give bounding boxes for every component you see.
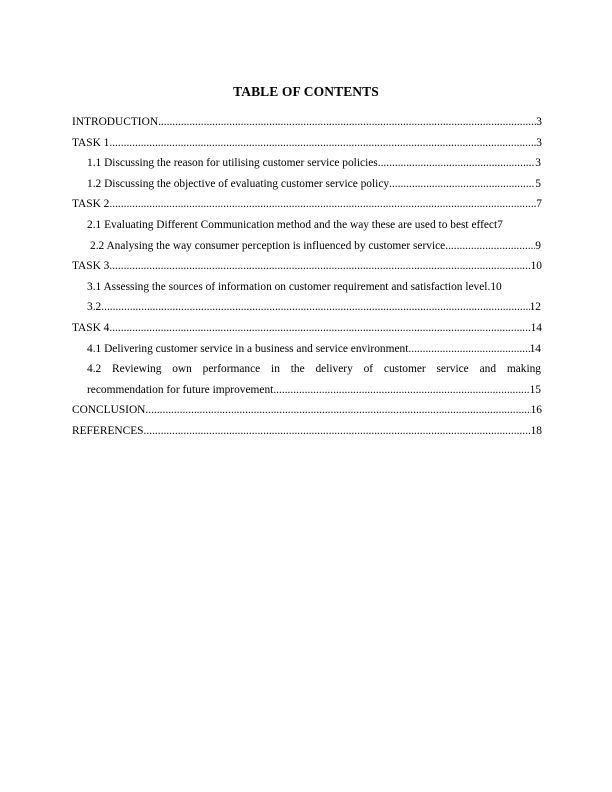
toc-entry-page: 3 [536, 116, 542, 128]
toc-entry-label: TASK 1 [72, 136, 110, 149]
toc-entry-page: 12 [529, 301, 541, 314]
toc-entry-page: 3 [535, 157, 541, 170]
toc-entry-task-2[interactable] [72, 194, 542, 215]
dot-leader [273, 380, 529, 401]
toc-entry-4-2[interactable] [72, 359, 541, 400]
toc-entry-label: 2.1 Evaluating Different Communication method and the way these are used to best effect [87, 218, 498, 231]
toc-entry-references[interactable] [72, 421, 542, 442]
dot-leader [445, 236, 535, 257]
toc-entry-task-3[interactable] [72, 256, 542, 277]
toc-entry-introduction[interactable] [72, 112, 542, 133]
toc-entry-page: 14 [530, 321, 542, 334]
toc-entry-label: 3.1 Assessing the sources of information on customer requirement and satisfaction level. [87, 280, 491, 293]
dot-leader [101, 297, 529, 318]
toc-entry-page: 10 [490, 280, 502, 293]
toc-entry-label: INTRODUCTION [72, 116, 159, 128]
toc-list [72, 112, 542, 442]
toc-entry-1-2[interactable] [72, 174, 541, 195]
toc-entry-page: 3 [536, 136, 542, 149]
toc-entry-label: 4.1 Delivering customer service in a business and service environment [87, 342, 409, 355]
toc-entry-label: 2.2 Analysing the way consumer perception is influenced by customer service [90, 239, 446, 252]
toc-entry-4-1[interactable] [72, 339, 541, 360]
toc-entry-page: 7 [497, 218, 503, 231]
toc-entry-label: CONCLUSION [72, 404, 146, 417]
toc-entry-3-1[interactable] [72, 277, 541, 298]
toc-entry-label-line2: recommendation for future improvement [87, 383, 274, 396]
dot-leader [109, 194, 536, 215]
toc-entry-2-1[interactable] [72, 215, 541, 236]
toc-entry-2-2[interactable] [72, 236, 541, 257]
toc-entry-label: TASK 4 [72, 321, 110, 334]
dot-leader [109, 256, 530, 277]
dot-leader [109, 318, 530, 339]
toc-entry-page: 14 [529, 342, 541, 355]
toc-entry-page: 9 [535, 239, 541, 252]
toc-entry-label: 1.2 Discussing the objective of evaluating customer service policy [87, 177, 390, 190]
dot-leader [389, 174, 535, 195]
dot-leader [144, 421, 531, 442]
toc-entry-conclusion[interactable] [72, 400, 542, 421]
dot-leader [378, 153, 536, 174]
toc-entry-1-1[interactable] [72, 153, 541, 174]
toc-entry-label: REFERENCES [72, 424, 144, 437]
toc-entry-continuation [87, 380, 541, 401]
dot-leader [145, 400, 530, 421]
dot-leader [109, 133, 536, 154]
toc-title: TABLE OF CONTENTS [233, 84, 379, 99]
toc-entry-task-1[interactable] [72, 133, 542, 154]
toc-entry-label: TASK 2 [72, 198, 110, 211]
dot-leader [408, 339, 529, 360]
toc-entry-page: 16 [530, 404, 542, 417]
toc-entry-3-2[interactable] [72, 297, 541, 318]
toc-entry-page: 18 [530, 424, 542, 437]
toc-entry-label-line1: 4.2 Reviewing own performance in the delivery of customer service and making [87, 363, 541, 376]
toc-entry-label: 3.2 [87, 301, 102, 314]
toc-entry-page: 7 [536, 198, 542, 211]
dot-leader [158, 112, 536, 133]
toc-entry-page: 15 [529, 383, 541, 396]
toc-entry-label: TASK 3 [72, 260, 110, 273]
toc-entry-page: 5 [535, 177, 541, 190]
toc-entry-task-4[interactable] [72, 318, 542, 339]
toc-entry-label: 1.1 Discussing the reason for utilising customer service policies [87, 157, 378, 170]
toc-entry-page: 10 [530, 260, 542, 273]
